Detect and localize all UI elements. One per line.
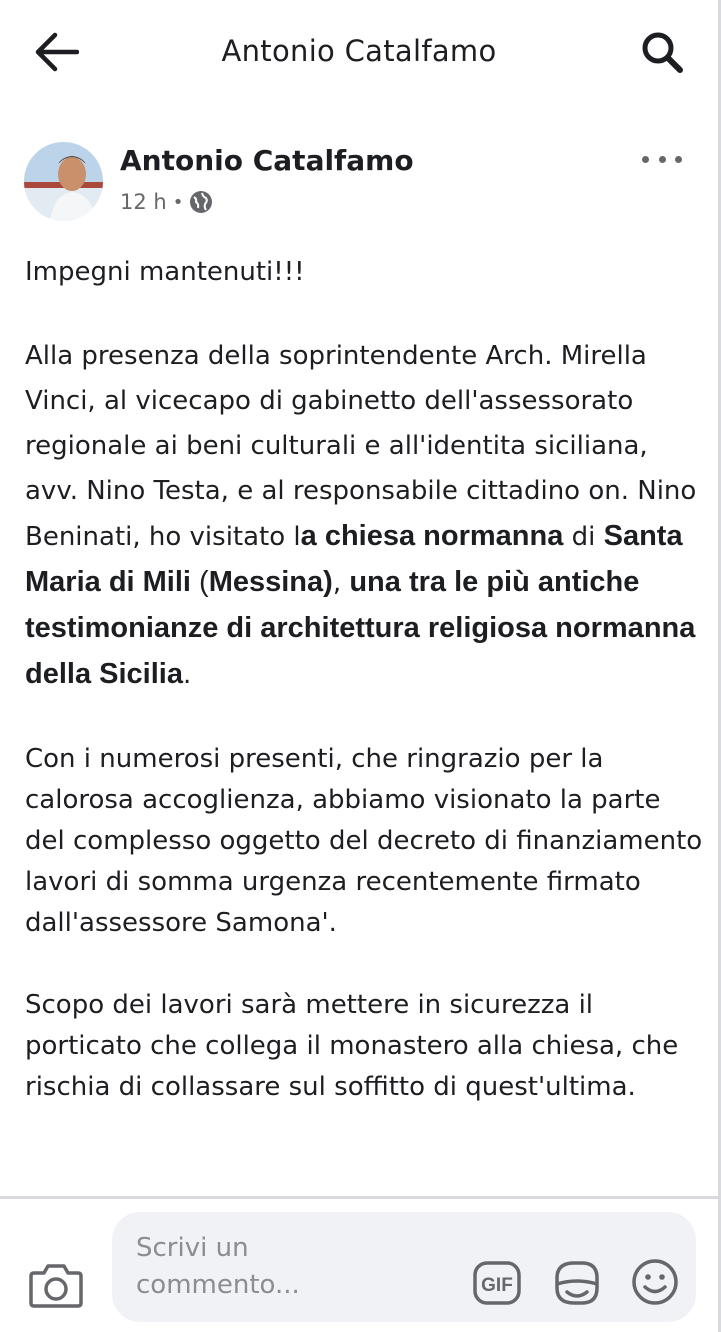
author-name[interactable]: Antonio Catalfamo	[120, 144, 414, 177]
post-paragraph	[25, 334, 705, 698]
gif-label: GIF	[481, 1275, 513, 1296]
post-text: di	[563, 522, 604, 552]
comment-input[interactable]	[112, 1212, 696, 1322]
more-options-button[interactable]	[642, 144, 682, 174]
more-dot	[659, 156, 666, 163]
gif-icon	[472, 1260, 522, 1306]
post-text: (	[190, 566, 209, 598]
meta-separator: •	[172, 191, 184, 213]
post-paragraph: Scopo dei lavori sarà mettere in sicurezza il porticato che collega il monastero alla chiesa, che rischia di collassare sul soffitto di quest'ultima.	[25, 990, 679, 1102]
post-time: 12 h	[120, 190, 167, 214]
search-button[interactable]	[634, 24, 690, 80]
post-text: .	[182, 660, 192, 690]
avatar[interactable]	[24, 142, 103, 221]
camera-button[interactable]	[28, 1259, 84, 1311]
post-body	[25, 252, 705, 1149]
emoji-icon	[631, 1258, 679, 1306]
post-text-bold: Santa Maria di Mili	[25, 520, 683, 598]
post-paragraph: Impegni mantenuti!!!	[25, 257, 305, 287]
gif-button[interactable]	[472, 1260, 522, 1306]
more-horizontal-icon	[642, 156, 649, 163]
search-icon	[640, 30, 684, 74]
post-text-bold: una tra le più antiche testimonianze di architettura religiosa normanna della Sicilia	[25, 566, 696, 690]
avatar-photo	[24, 142, 103, 221]
sticker-button[interactable]	[552, 1258, 602, 1308]
post-text-bold: Messina)	[208, 566, 333, 598]
comment-bar	[0, 1199, 718, 1332]
camera-icon	[28, 1259, 84, 1309]
post-header	[0, 138, 718, 228]
globe-icon	[189, 190, 213, 214]
top-bar	[0, 0, 718, 105]
post-paragraph: Con i numerosi presenti, che ringrazio per la calorosa accoglienza, abbiamo visionato la parte del complesso oggetto del decreto di finanziamento lavori di somma urgenza recentemente firmato dall'assessore Samona'.	[25, 744, 703, 938]
post-text: Alla presenza della soprintendente Arch. Mirella Vinci, al vicecapo di gabinetto dell'assessorato regionale ai beni culturali e all'identita siciliana, avv. Nino Testa, e al responsabile cittadino on. Nino Beninati, ho visitato l	[25, 341, 697, 552]
post-text-bold: a chiesa normanna	[300, 520, 564, 552]
emoji-button[interactable]	[631, 1258, 679, 1306]
post-meta	[120, 190, 213, 214]
more-dot	[675, 156, 682, 163]
post-text: ,	[332, 568, 350, 598]
page-title: Antonio Catalfamo	[221, 34, 497, 68]
comment-placeholder: Scrivi un commento...	[136, 1233, 300, 1300]
sticker-icon	[552, 1258, 602, 1308]
